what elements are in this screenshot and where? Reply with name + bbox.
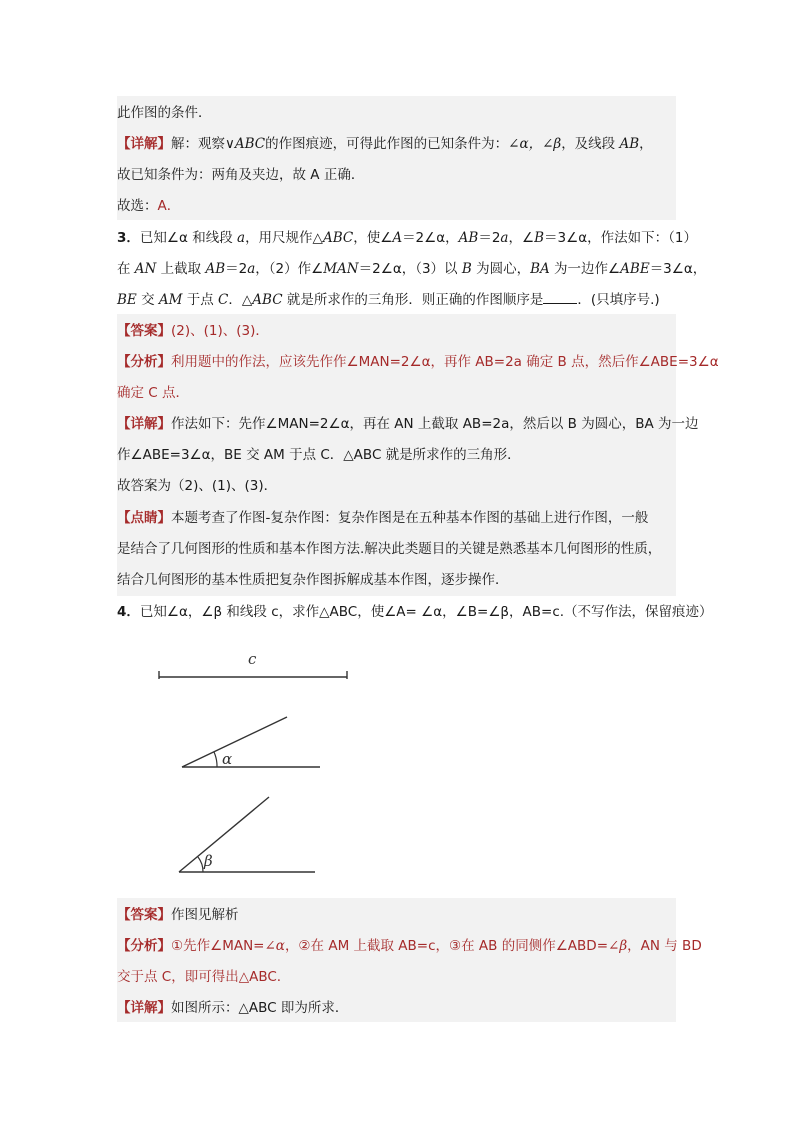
text: 为圆心， <box>471 261 531 277</box>
analysis-text: 确定 C 点． <box>117 385 190 401</box>
answer-blank[interactable] <box>543 291 577 304</box>
text: ．△ <box>228 292 253 308</box>
q3-line-2 <box>117 259 707 279</box>
comment-text: 结合几何图形的基本性质把复杂作图拆解成基本作图，逐步操作． <box>117 572 509 588</box>
question-number: 3． <box>117 230 140 246</box>
text: ，（2）作∠ <box>255 261 324 277</box>
question-text: 已知∠α，∠β 和线段 c，求作△ABC，使∠A= ∠α，∠B=∠β，AB=c.（不写作法，保留痕迹） <box>139 604 713 620</box>
q4-analysis-line-2 <box>117 967 676 987</box>
math: A <box>392 230 403 246</box>
math: a <box>237 230 246 246</box>
angle-alpha-label: α <box>222 750 233 768</box>
segment-c-label: c <box>248 650 257 668</box>
text: 故选： <box>117 198 158 214</box>
q4-detail-line <box>117 998 676 1018</box>
text: 故已知条件为：两角及夹边，故 A 正确． <box>117 167 365 183</box>
q3-detail-line-1 <box>117 414 699 434</box>
q3-line-1 <box>117 228 697 248</box>
text: ，用尺规作△ <box>245 230 323 246</box>
detail-label: 【详解】 <box>117 136 171 152</box>
analysis-text: ，②在 AM 上截取 AB=c，③在 AB 的同侧作∠ABD= <box>284 938 609 954</box>
q4-answer-line <box>117 905 676 925</box>
text: ＝3∠α， <box>649 261 707 277</box>
math: C <box>218 292 229 308</box>
answer-label: 【答案】 <box>117 323 171 339</box>
text: 为一边作∠ <box>549 261 621 277</box>
math: ∠β <box>608 938 628 954</box>
q3-answer-line <box>117 321 676 341</box>
angle-beta <box>179 797 315 872</box>
p2-choice-line <box>117 196 676 216</box>
math: AB <box>619 136 640 152</box>
text: ，及线段 <box>561 136 616 152</box>
text: 就是所求作的三角形．则正确的作图顺序是 <box>282 292 544 308</box>
q4-figure <box>140 640 400 890</box>
q4-analysis-line-1 <box>117 936 702 956</box>
q3-final-answer-line <box>117 476 676 496</box>
math: AB <box>205 261 226 277</box>
text: ， <box>639 136 653 152</box>
math: B <box>534 230 545 246</box>
detail-text: 作法如下：先作∠MAN=2∠α，再在 AN 上截取 AB=2a，然后以 B 为圆心，BA 为一边 <box>171 416 699 432</box>
detail-text: 作∠ABE=3∠α，BE 交 AM 于点 C．△ABC 就是所求作的三角形． <box>117 447 521 463</box>
answer-text: (2)、(1)、(3)． <box>171 323 269 339</box>
segment-c <box>159 671 347 679</box>
math: ABE <box>620 261 650 277</box>
analysis-text: 交于点 C，即可得出△ABC. <box>117 969 282 985</box>
math: BA <box>530 261 550 277</box>
angle-beta-label: β <box>204 852 213 870</box>
text: ＝2∠α，（3）以 <box>358 261 462 277</box>
analysis-text: 利用题中的作法，应该先作作∠MAN=2∠α，再作 AB=2a 确定 B 点，然后作∠ABE=3∠α <box>171 354 719 370</box>
math: ABC <box>252 292 283 308</box>
q3-comment-line-1 <box>117 508 676 528</box>
comment-text: 是结合了几何图形的性质和基本作图方法.解决此类题目的关键是熟悉基本几何图形的性质， <box>117 541 662 557</box>
math: ∠α <box>264 938 285 954</box>
text: ＝2∠α， <box>402 230 459 246</box>
question-number: 4． <box>117 604 140 620</box>
p2-detail-line <box>117 134 676 154</box>
math: AB <box>458 230 479 246</box>
text: 上截取 <box>156 261 206 277</box>
math: B <box>461 261 472 277</box>
math: a <box>500 230 509 246</box>
detail-label: 【详解】 <box>117 416 171 432</box>
comment-text: 本题考查了作图-复杂作图：复杂作图是在五种基本作图的基础上进行作图，一般 <box>171 510 649 526</box>
analysis-text: ，AN 与 BD <box>627 938 702 954</box>
math: AM <box>158 292 183 308</box>
text: 解：观察 <box>171 136 225 152</box>
text: 于点 <box>182 292 219 308</box>
text: ，∠ <box>508 230 535 246</box>
answer-text: 作图见解析 <box>171 907 239 923</box>
math: ∨ABC <box>225 136 266 152</box>
text: ＝2 <box>478 230 501 246</box>
comment-label: 【点睛】 <box>117 510 171 526</box>
text: ＝2 <box>225 261 248 277</box>
p2-continued-line <box>117 103 676 123</box>
analysis-label: 【分析】 <box>117 938 171 954</box>
p2-detail-line-2 <box>117 165 676 185</box>
detail-text: 如图所示：△ABC 即为所求． <box>171 1000 349 1016</box>
q3-analysis-line-2 <box>117 383 676 403</box>
analysis-text: ①先作∠MAN= <box>171 938 265 954</box>
math: AN <box>134 261 157 277</box>
text: ．(只填序号.) <box>577 292 660 308</box>
text: 在 <box>117 261 135 277</box>
q3-analysis-line-1 <box>117 352 719 372</box>
detail-label: 【详解】 <box>117 1000 171 1016</box>
q3-detail-line-2 <box>117 445 676 465</box>
math: BE <box>117 292 137 308</box>
math: ABC <box>322 230 354 246</box>
text: 此作图的条件． <box>117 105 212 121</box>
q3-line-3 <box>117 290 676 310</box>
math: MAN <box>323 261 359 277</box>
choice-answer: A． <box>157 198 181 214</box>
math: a <box>247 261 256 277</box>
text: 交 <box>136 292 159 308</box>
math: ∠α，∠β <box>508 136 562 152</box>
q4-line-1 <box>117 602 713 622</box>
text: ，使∠ <box>353 230 393 246</box>
q3-comment-line-2 <box>117 539 676 559</box>
angle-alpha <box>182 717 320 767</box>
text: 的作图痕迹，可得此作图的已知条件为： <box>265 136 509 152</box>
final-answer-text: 故答案为（2)、(1)、(3)． <box>117 478 278 494</box>
text: ＝3∠α，作法如下：（1） <box>544 230 697 246</box>
answer-label: 【答案】 <box>117 907 171 923</box>
text: 已知∠α 和线段 <box>139 230 237 246</box>
q3-comment-line-3 <box>117 570 676 590</box>
analysis-label: 【分析】 <box>117 354 171 370</box>
